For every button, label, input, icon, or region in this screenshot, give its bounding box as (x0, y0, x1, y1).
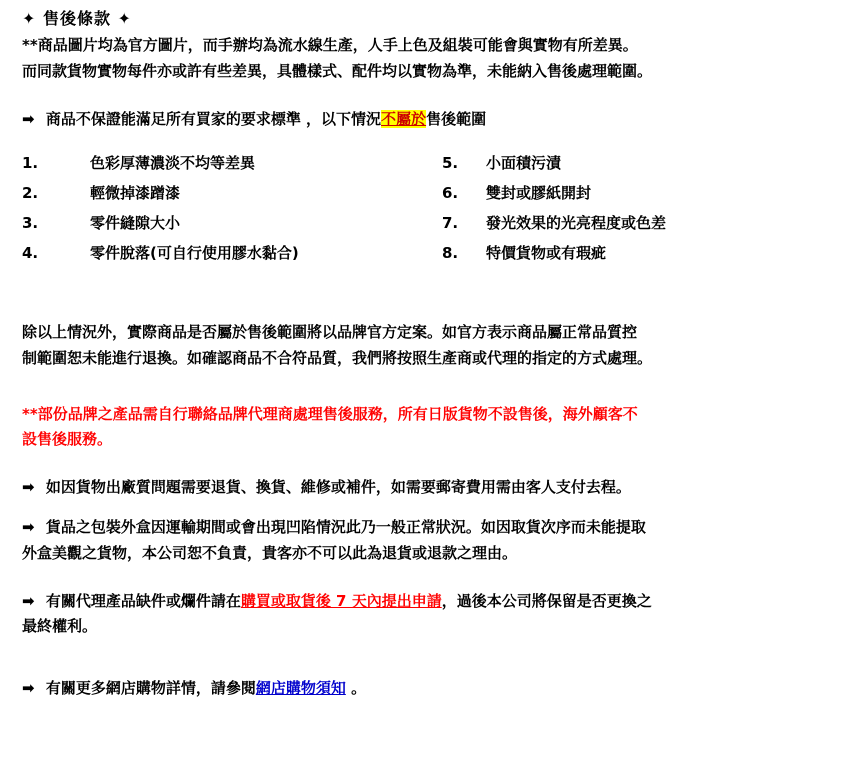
list-label: 特價貨物或有瑕疵 (486, 244, 607, 263)
list-item (442, 208, 842, 238)
list-number: 4. (22, 244, 39, 263)
list-number: 6. (442, 184, 459, 203)
page-title: ✦ 售後條款 ✦ (22, 9, 132, 28)
list-label: 零件縫隙大小 (90, 214, 181, 233)
bullet-packaging (22, 515, 846, 541)
list-label: 小面積污漬 (486, 154, 562, 173)
list-item (442, 148, 842, 178)
spacer (0, 372, 864, 402)
spacer (0, 268, 864, 298)
bullet-shipping (22, 475, 846, 501)
notice-line (22, 107, 846, 133)
list-number: 1. (22, 154, 39, 173)
agent-claim-after: ，過後本公司將保留是否更換之 (441, 591, 652, 610)
list-number: 7. (442, 214, 459, 233)
agent-claim-line-2-wrap (22, 614, 846, 640)
arrow-icon: ➡ (22, 109, 35, 128)
agent-claim-before: 有關代理產品缺件或爛件請在 (45, 591, 241, 610)
bullet-more-info (22, 676, 846, 702)
body-line-1: 除以上情況外，實際商品是否屬於售後範圍將以品牌官方定案。如官方表示商品屬正常品質控 (22, 323, 638, 342)
list-item (22, 208, 442, 238)
bullet-packaging-line-2: 外盒美觀之貨物，本公司恕不負責，貴客亦不可以此為退貨或退款之理由。 (22, 543, 518, 562)
arrow-icon: ➡ (22, 679, 35, 698)
bullet-packaging-line-2-wrap (22, 541, 846, 567)
list-number: 3. (22, 214, 39, 233)
list-label: 輕微掉漆蹭漆 (90, 184, 181, 203)
list-number: 2. (22, 184, 39, 203)
intro-line-1: **商品圖片均為官方圖片，而手辦均為流水線生產，人手上色及組裝可能會與實物有所差異。 (22, 36, 638, 54)
arrow-icon: ➡ (22, 518, 35, 537)
list-number: 5. (442, 154, 459, 173)
arrow-icon: ➡ (22, 591, 35, 610)
list-item (442, 238, 842, 268)
list-label: 零件脫落(可自行使用膠水黏合) (90, 244, 299, 263)
body-line-2: 制範圍恕未能進行退換。如確認商品不合符品質，我們將按照生產商或代理的指定的方式處理。 (22, 348, 653, 367)
spacer (0, 453, 864, 475)
spacer (0, 85, 864, 107)
spacer (0, 567, 864, 589)
more-info-after: 。 (345, 679, 367, 698)
bullet-agent-claim (22, 589, 846, 615)
exclusion-column-right (442, 148, 842, 268)
bullet-packaging-line-1: 貨品之包裝外盒因運輸期間或會出現凹陷情況此乃一般正常狀況。如因取貨次序而未能提取 (45, 518, 646, 537)
arrow-icon: ➡ (22, 478, 35, 497)
agent-claim-line-2: 最終權利。 (22, 617, 98, 636)
spacer (0, 640, 864, 662)
spacer (0, 662, 864, 676)
exclusion-column-left (22, 148, 442, 268)
list-item (22, 178, 442, 208)
list-label: 發光效果的光亮程度或色差 (486, 214, 667, 233)
intro-line-2: 而同款貨物實物每件亦或許有些差異，具體樣式、配件均以實物為準，未能納入售後處理範圍。 (22, 61, 653, 80)
list-number: 8. (442, 244, 459, 263)
spacer (0, 501, 864, 515)
red-notice-line-1: **部份品牌之產品需自行聯絡品牌代理商處理售後服務，所有日版貨物不設售後，海外顧客不 (22, 404, 638, 423)
red-notice-line-2: 設售後服務。 (22, 430, 113, 449)
notice-text-after: 售後範圍 (426, 109, 487, 128)
shopping-guide-link[interactable]: 網店購物須知 (255, 679, 346, 698)
list-label: 色彩厚薄濃淡不均等差異 (90, 154, 256, 173)
list-item (442, 178, 842, 208)
list-item (22, 238, 442, 268)
bullet-shipping-text: 如因貨物出廠質問題需要退貨、換貨、維修或補件，如需要郵寄費用需由客人支付去程。 (45, 478, 631, 497)
exclusion-list (22, 148, 864, 268)
notice-highlight: 不屬於 (381, 109, 427, 128)
spacer (0, 298, 864, 320)
more-info-before: 有關更多網店購物詳情，請參閱 (45, 679, 256, 698)
document-page (0, 6, 864, 779)
list-label: 雙封或膠紙開封 (486, 184, 592, 203)
agent-claim-emphasis: 購買或取貨後 7 天內提出申請 (240, 591, 442, 610)
list-item (22, 148, 442, 178)
notice-text-before: 商品不保證能滿足所有買家的要求標準 ，以下情況 (45, 109, 382, 128)
